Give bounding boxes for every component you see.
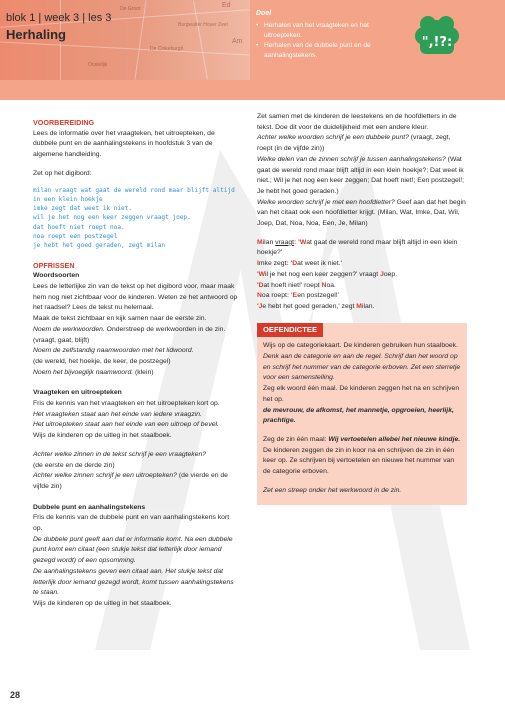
subsection-title: Vraagteken en uitroepteken [33, 389, 122, 397]
paragraph: Zeg elk woord één maal. De kinderen zeggen het na en schrijven het op. [263, 385, 460, 403]
paragraph: Zet samen met de kinderen de leestekens en de hoofdletters in de tekst. Doe dit voor de duidelijkheid met een andere kleur. [257, 113, 457, 131]
handwriting-line: dat hoeft niet roept noa. [33, 223, 125, 231]
goal-item: • Herhalen van het vraagteken en het uitroepteken. [256, 21, 402, 41]
dictation-words: de mevrouw, de afkomst, het mannetje, opgroeien, heerlijk, prachtige. [263, 406, 454, 425]
map-label: Oostelijk [88, 62, 108, 68]
subsection-title: Dubbele punt en aanhalingstekens [33, 503, 146, 511]
corrected-line: Noa roept: 'Een postzegel!' [257, 292, 339, 300]
paragraph: Achter welke woorden schrijf je een dubbele punt? (vraagt, zegt, roept (in de vijfde zin)) [257, 134, 451, 153]
voorbereiding-text: Lees de informatie over het vraagteken, het uitroepteken, de dubbele punt en de aanhalingstekens in hoofdstuk 3 van de algemene handleiding. [33, 129, 215, 159]
paragraph: Welke delen van de zinnen schrijf je tussen aanhalingstekens? (Wat gaat de wereld rond maar blijft altijd in een klein hoekje?; Dat weet ik niet.; Wil je het nog een keer zeggen; Dat hoeft niet!; Een postzegel!; Je hebt het goed geraden.) [257, 155, 465, 195]
corrected-line: 'Je hebt het goed geraden,' zegt Milan. [257, 302, 375, 310]
page-number: 28 [10, 690, 21, 700]
paragraph: Wijs de kinderen op de uitleg in het staalboek. [33, 432, 172, 440]
oefendictee-box [257, 323, 467, 505]
subsection-title: Woordsoorten [33, 272, 80, 280]
page-title: Herhaling [6, 27, 66, 42]
corrected-line: Milan vraagt: 'Wat gaat de wereld rond maar blijft altijd in een klein hoekje?' [257, 238, 458, 257]
left-column [33, 112, 238, 610]
handwriting-line: milan vraagt wat gaat de wereld rond maar blijft altijd [33, 186, 235, 194]
paragraph: Zeg de zin één maal: Wij vertoetelen allebei het nieuwe kindje. [263, 435, 461, 443]
paragraph: Achter welke zinnen schrijf je een uitroepteken? (de vierde en de vijfde zin) [33, 472, 228, 490]
breadcrumb: blok 1 | week 3 | les 3 [6, 12, 112, 24]
goal-box [250, 10, 402, 92]
corrected-sentences [257, 238, 467, 313]
answer: (de eerste en de derde zin) [33, 461, 115, 469]
badge-text: ",!?: [421, 35, 453, 50]
right-column [257, 112, 467, 505]
paragraph: De kinderen zeggen de zin in koor na en schrijven de zin in één keer op. Ze schrijven bij vertoetelen en nieuwe het nummer van de categorie erboven. [263, 446, 455, 476]
handwriting-line: imke zegt dat weet ik niet. [33, 205, 133, 213]
paragraph: Denk aan de categorie en aan de regel. Schrijf dan het woord op en schrijf het nummer van de categorie erboven. Zet een sterretje voor een samenstelling. [263, 353, 461, 382]
paragraph: Maak de tekst zichtbaar en kijk samen naar de eerste zin. [33, 315, 207, 323]
paragraph: Zet een streep onder het werkwoord in de zin. [263, 486, 402, 494]
handwriting-line: noa roept een postzegel [33, 233, 118, 240]
paragraph: De aanhalingstekens geven een citaat aan. Het stukje tekst dat letterlijk door iemand gezegd wordt, komt tussen aanhalingstekens te staan. [33, 567, 234, 597]
handwriting-line: wil je het nog een keer zeggen vraagt joep. [33, 214, 191, 222]
paragraph: De dubbele punt geeft aan dat er informatie komt. Na een dubbele punt komt een citaat (een stukje tekst dat letterlijk door iemand gezegd wordt) of een opsomming. [33, 535, 233, 565]
paragraph: Wijs de kinderen op de uitleg in het staalboek. [33, 599, 172, 607]
corrected-line: 'Wil je het nog een keer zeggen?' vraagt Joep. [257, 270, 398, 278]
paragraph: Noem de zelfstandig naamwoorden met het lidwoord. [33, 347, 194, 355]
paragraph: Noem de werkwoorden. Onderstreep de werkwoorden in de zin. (vraagt, gaat, blijft) [33, 325, 226, 344]
punctuation-badge-icon [414, 14, 460, 60]
paragraph: (de wereld, het hoekje, de keer, de postzegel) [33, 357, 171, 365]
map-label: Burgwalter Hoyer Zeel [178, 22, 228, 28]
map-label: De Groot [120, 6, 141, 12]
paragraph: Noem het bijvoeglijk naamwoord. (klein) [33, 368, 154, 376]
section-title-voorbereiding: VOORBEREIDING [33, 118, 95, 127]
map-label: Am [232, 38, 243, 45]
corrected-line: 'Dat hoeft niet!' roept Noa. [257, 281, 336, 289]
paragraph: Lees de letterlijke zin van de tekst op het digibord voor, maar maak hem nog niet zichtbaar voor de kinderen. Weten ze het antwoord op het raadsel? Lees de tekst nu helemaal. [33, 283, 238, 312]
section-title-oefendictee: OEFENDICTEE [257, 323, 323, 338]
map-label: De Cinkeburgh [150, 46, 184, 52]
paragraph: Het uitroepteken staat aan het einde van een uitroep of bevel. [33, 421, 219, 429]
paragraph: Wijs op de categoriekaart. De kinderen gebruiken hun staalboek. [263, 342, 458, 350]
handwriting-block [33, 186, 238, 251]
map-label: Ed [222, 2, 231, 9]
paragraph: Fris de kennis van het vraagteken en het uitroepteken kort op. [33, 400, 220, 408]
digibord-intro: Zet op het digibord: [33, 169, 92, 177]
handwriting-line: je hebt het goed geraden, zegt milan [33, 242, 166, 250]
handwriting-line: in een klein hoekje [33, 195, 103, 203]
paragraph: Het vraagteken staat aan het einde van iedere vraagzin. [33, 410, 202, 418]
paragraph: Fris de kennis van de dubbele punt en van aanhalingstekens kort op. [33, 514, 230, 533]
goal-item: • Herhalen van de dubbele punt en de aanhalingstekens. [256, 41, 402, 61]
paragraph: Welke woorden schrijf je met een hoofdletter? Geef aan dat het begin van het citaat ook een hoofdletter krijgt. (Milan, Wat, Imke, Dat, Wil, Joep, Dat, Noa, Noa, Een, Je, Milan) [257, 198, 466, 228]
question: Achter welke zinnen in de tekst schrijf je een vraagteken? [33, 450, 207, 458]
corrected-line: Imke zegt: 'Dat weet ik niet.' [257, 260, 342, 268]
section-title-opfrissen: OPFRISSEN [33, 260, 75, 270]
goal-label: Doel [256, 10, 272, 17]
page-header [0, 0, 505, 100]
